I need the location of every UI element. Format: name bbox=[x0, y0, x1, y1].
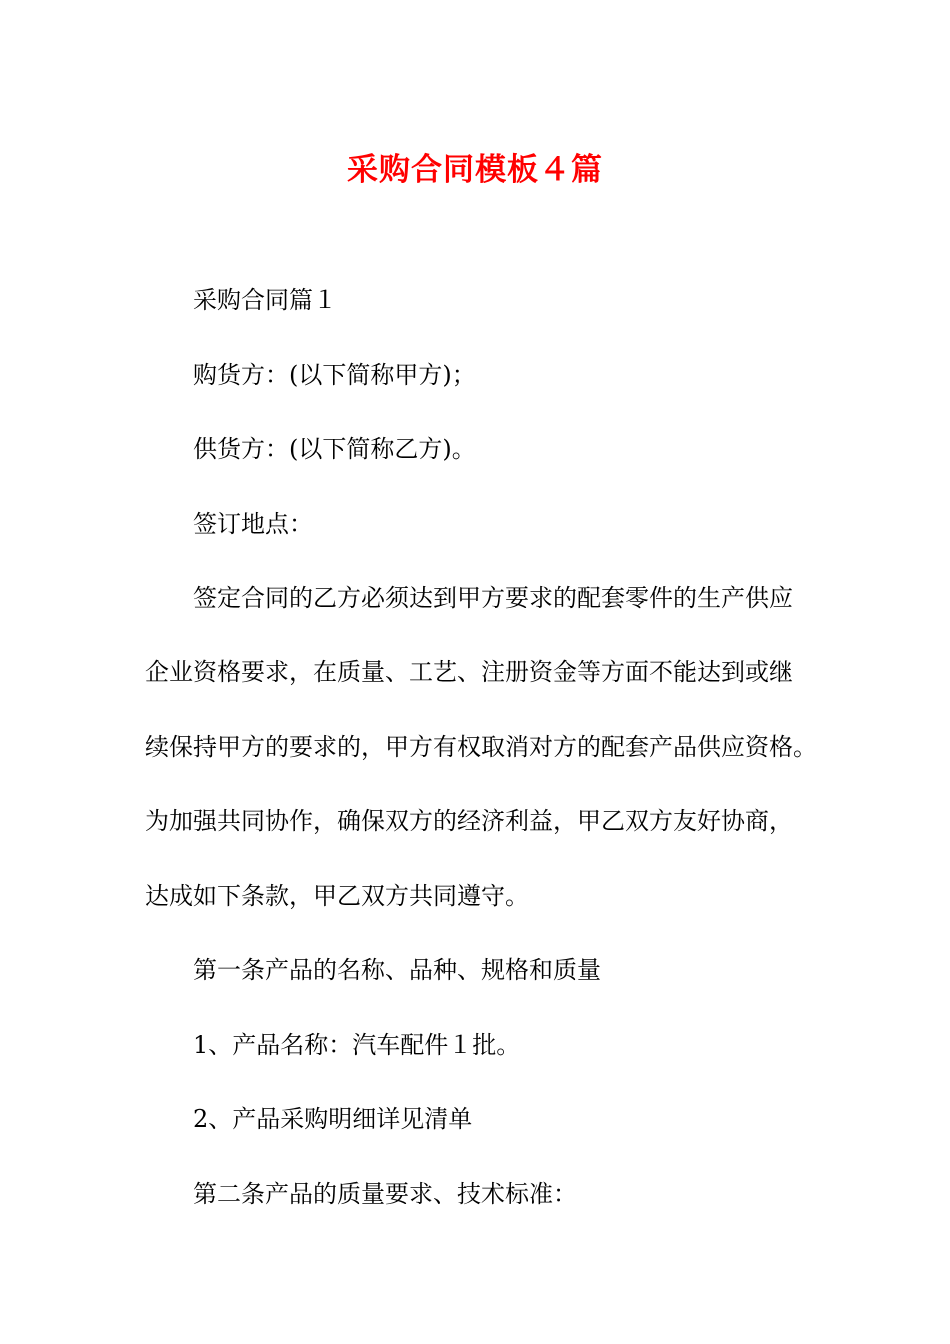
paragraph-line: 为加强共同协作，确保双方的经济利益，甲乙双方友好协商， bbox=[145, 807, 793, 835]
paragraph-line: 达成如下条款，甲乙双方共同遵守。 bbox=[145, 882, 529, 910]
signing-location-line: 签订地点： bbox=[193, 510, 313, 538]
article-1-item-1: 1、产品名称：汽车配件１批。 bbox=[193, 1031, 521, 1059]
article-1-heading: 第一条产品的名称、品种、规格和质量 bbox=[193, 956, 601, 984]
article-2-heading: 第二条产品的质量要求、技术标准： bbox=[193, 1180, 577, 1208]
paragraph-line: 签定合同的乙方必须达到甲方要求的配套零件的生产供应 bbox=[193, 584, 793, 612]
paragraph-line: 续保持甲方的要求的，甲方有权取消对方的配套产品供应资格。 bbox=[145, 733, 817, 761]
supplier-line: 供货方：(以下简称乙方)。 bbox=[193, 435, 476, 463]
article-1-item-2: 2、产品采购明细详见清单 bbox=[193, 1105, 473, 1133]
paragraph-line: 企业资格要求，在质量、工艺、注册资金等方面不能达到或继 bbox=[145, 658, 793, 686]
buyer-line: 购货方：(以下简称甲方)； bbox=[193, 361, 476, 389]
document-title: 采购合同模板４篇 bbox=[347, 152, 603, 188]
section-heading-contract-1: 采购合同篇１ bbox=[193, 286, 337, 314]
